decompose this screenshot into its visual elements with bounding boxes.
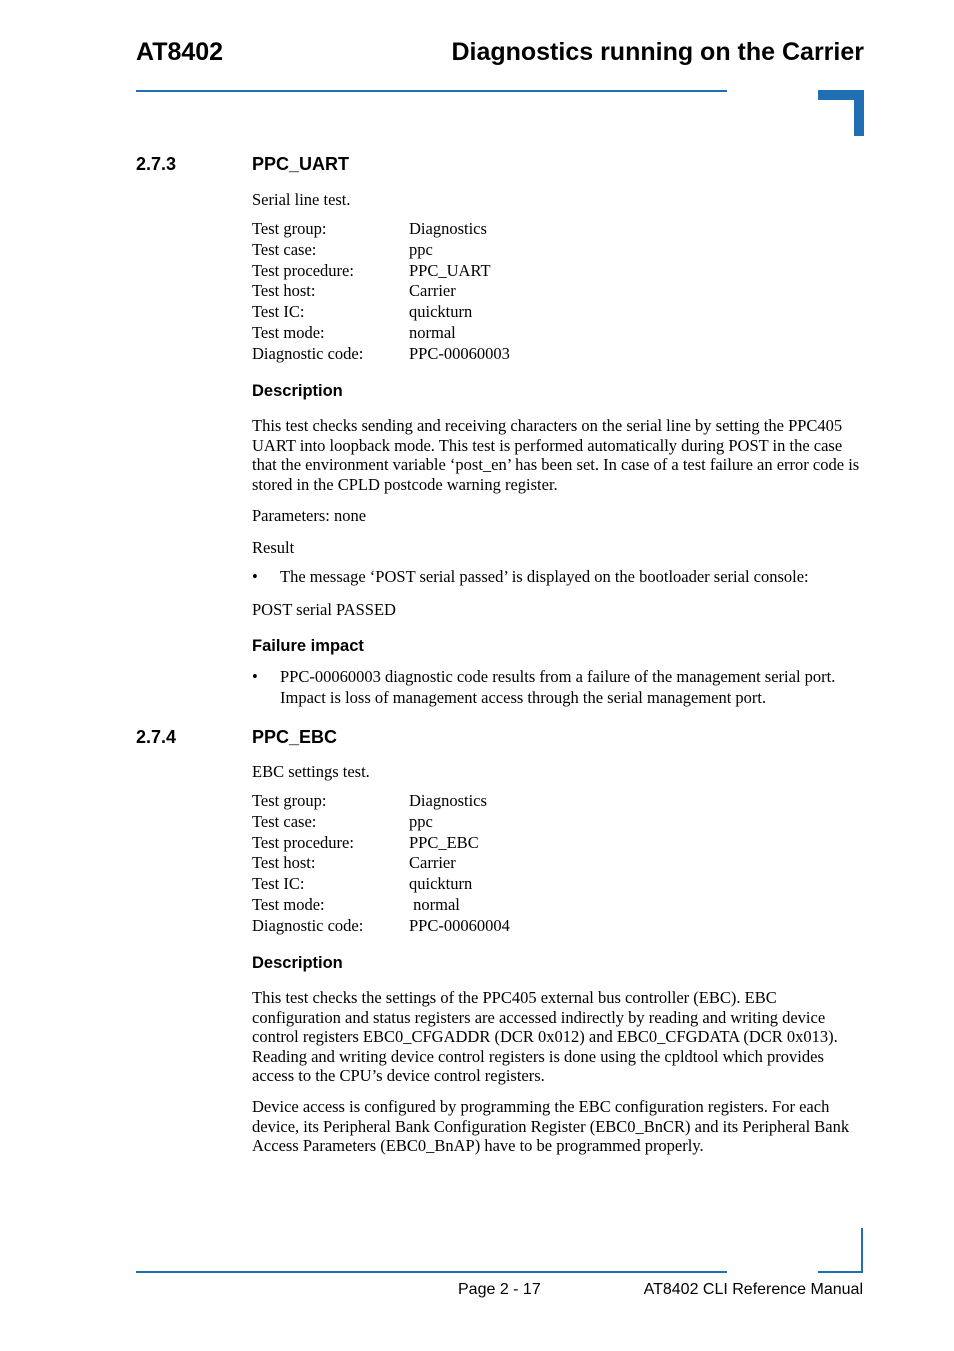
footer-corner-mark xyxy=(861,1228,863,1272)
field-key: Diagnostic code: xyxy=(252,915,364,935)
field-key: Test IC: xyxy=(252,302,305,322)
field-key: Test procedure: xyxy=(252,260,354,280)
test-info-row xyxy=(252,261,510,282)
field-value: Carrier xyxy=(409,853,456,873)
test-info-row xyxy=(252,323,510,344)
test-info-row xyxy=(252,874,510,895)
field-value: PPC-00060004 xyxy=(409,915,510,935)
field-key: Test procedure: xyxy=(252,832,354,852)
result-bullet xyxy=(252,566,864,587)
test-info-row xyxy=(252,791,510,812)
field-value: Carrier xyxy=(409,281,456,301)
failure-bullet xyxy=(252,666,864,708)
footer-rule xyxy=(136,1271,727,1273)
parameters-text: Parameters: none xyxy=(252,506,367,525)
footer-corner-rule xyxy=(818,1271,863,1273)
field-key: Test host: xyxy=(252,853,316,873)
field-value: quickturn xyxy=(409,874,473,894)
test-info-table xyxy=(252,791,510,937)
field-key: Test mode: xyxy=(252,322,325,342)
description-paragraph: This test checks the settings of the PPC405 external bus controller (EBC). EBC configuration and status registers are accessed indirectly by reading and writing device control registers EBC0_CFGADDR (DCR 0x012) and EBC0_CFGDATA (DCR 0x013). Reading and writing device control registers is done using the cpldtool which provides access to the CPU’s device control registers. xyxy=(252,988,838,1085)
field-key: Test host: xyxy=(252,281,316,301)
field-key: Test case: xyxy=(252,811,317,831)
test-info-row xyxy=(252,344,510,365)
chapter-title: Diagnostics running on the Carrier xyxy=(451,38,864,66)
page-number: Page 2 - 17 xyxy=(458,1281,541,1298)
header-rule xyxy=(136,90,727,92)
result-label: Result xyxy=(252,538,295,557)
manual-title: AT8402 CLI Reference Manual xyxy=(643,1281,863,1298)
section-title: PPC_EBC xyxy=(252,727,338,747)
test-info-row xyxy=(252,281,510,302)
section-intro: Serial line test. xyxy=(252,190,351,209)
field-value: PPC_EBC xyxy=(409,832,479,852)
field-key: Test mode: xyxy=(252,894,325,914)
test-info-table xyxy=(252,219,510,365)
bullet-icon: • xyxy=(252,567,258,586)
field-value: ppc xyxy=(409,811,433,831)
section-number: 2.7.3 xyxy=(136,154,177,174)
bullet-text: The message ‘POST serial passed’ is displayed on the bootloader serial console: xyxy=(280,567,809,586)
description-heading: Description xyxy=(252,954,343,972)
test-info-row xyxy=(252,240,510,261)
field-value: quickturn xyxy=(409,302,473,322)
test-info-row xyxy=(252,302,510,323)
description-paragraph: This test checks sending and receiving characters on the serial line by setting the PPC405 UART into loopback mode. This test is performed automatically during POST in the case that the environment variable ‘post_en’ has been set. In case of a test failure an error code is stored in the CPLD postcode warning register. xyxy=(252,416,860,494)
field-value: Diagnostics xyxy=(409,219,487,238)
description-paragraph: Device access is configured by programming the EBC configuration registers. For each device, its Peripheral Bank Configuration Register (EBC0_BnCR) and its Peripheral Bank Access Parameters (EBC0_BnAP) have to be programmed properly. xyxy=(252,1097,850,1155)
field-value: Diagnostics xyxy=(409,791,487,810)
failure-impact-heading: Failure impact xyxy=(252,637,364,655)
test-info-row xyxy=(252,219,510,240)
test-info-row xyxy=(252,833,510,854)
field-key: Test case: xyxy=(252,239,317,259)
field-value: ppc xyxy=(409,239,433,259)
bullet-icon: • xyxy=(252,667,258,686)
section-number: 2.7.4 xyxy=(136,727,177,747)
description-heading: Description xyxy=(252,382,343,400)
field-value: normal xyxy=(409,894,460,914)
test-info-row xyxy=(252,916,510,937)
test-info-row xyxy=(252,853,510,874)
field-value: PPC_UART xyxy=(409,260,491,280)
field-value: normal xyxy=(409,322,456,342)
test-info-row xyxy=(252,895,510,916)
field-value: PPC-00060003 xyxy=(409,343,510,363)
field-key: Test group: xyxy=(252,219,327,238)
document-product-title: AT8402 xyxy=(136,38,224,66)
corner-tab-mark xyxy=(818,90,864,136)
bullet-text: PPC-00060003 diagnostic code results from a failure of the management serial port. Impact is loss of management access through the serial management port. xyxy=(280,667,836,707)
section-intro: EBC settings test. xyxy=(252,762,370,781)
field-key: Diagnostic code: xyxy=(252,343,364,363)
field-key: Test group: xyxy=(252,791,327,810)
test-info-row xyxy=(252,812,510,833)
field-key: Test IC: xyxy=(252,874,305,894)
section-title: PPC_UART xyxy=(252,154,350,174)
result-output: POST serial PASSED xyxy=(252,600,396,619)
